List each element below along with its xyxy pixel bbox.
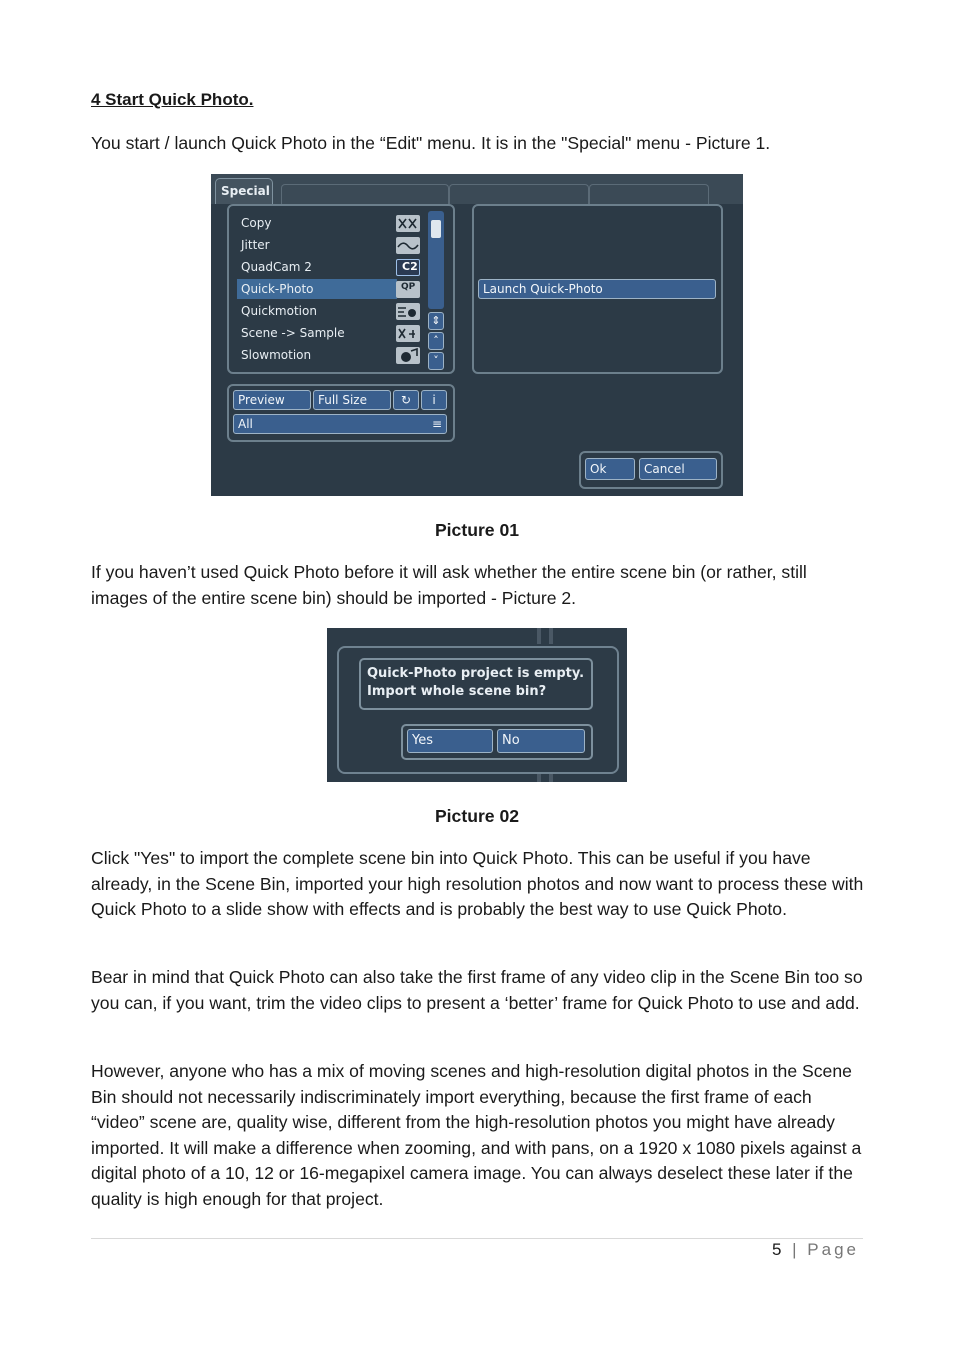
- list-item-selected[interactable]: Quick-Photo: [237, 279, 397, 299]
- page-label: Page: [807, 1240, 859, 1259]
- page-number: 5: [771, 1240, 785, 1259]
- pre-picture-2-paragraph: If you haven’t used Quick Photo before it will ask whether the entire scene bin (or rather, still images of the entire scene bin) should be imported - Picture 2.: [91, 562, 807, 608]
- background-stripe: [549, 774, 553, 782]
- quadcam-effect-icon: C2: [396, 259, 420, 276]
- yes-button[interactable]: Yes: [407, 729, 493, 753]
- tab-special[interactable]: Special: [215, 178, 273, 204]
- tab-ghost[interactable]: [281, 184, 449, 204]
- copy-effect-icon: [396, 215, 420, 232]
- preview-button[interactable]: Preview: [233, 390, 311, 410]
- ok-button[interactable]: Ok: [585, 458, 635, 480]
- menu-lines-icon: ≡: [431, 417, 442, 431]
- quickmotion-effect-icon: [396, 303, 420, 320]
- page-footer: [772, 1240, 859, 1260]
- refresh-icon[interactable]: ↻: [393, 390, 419, 410]
- dialog-message-line: Quick-Photo project is empty.: [367, 666, 585, 681]
- tab-ghost[interactable]: [449, 184, 589, 204]
- background-stripe: [549, 628, 553, 644]
- body-paragraph: Click "Yes" to import the complete scene bin into Quick Photo. This can be useful if you have already, in the Scene Bin, imported your high resolution photos and now want to process these with Quick Photo to a slide show with effects and is probably the best way to use Quick Photo.: [91, 848, 864, 920]
- full-size-button[interactable]: Full Size: [313, 390, 391, 410]
- scrollbar-thumb[interactable]: [431, 220, 441, 238]
- picture-01-screenshot: [211, 174, 743, 496]
- body-paragraph: Bear in mind that Quick Photo can also take the first frame of any video clip in the Scene Bin too so you can, if you want, trim the video clips to present a ‘better’ frame for Quick Photo to use and add.: [91, 967, 863, 1013]
- scroll-down-icon[interactable]: ˅: [428, 352, 444, 370]
- info-button[interactable]: i: [421, 390, 447, 410]
- page-separator: |: [792, 1240, 800, 1259]
- dialog-message-line: Import whole scene bin?: [367, 684, 547, 699]
- cancel-button[interactable]: Cancel: [639, 458, 717, 480]
- scroll-up-icon[interactable]: ˄: [428, 332, 444, 350]
- preview-controls-panel: [227, 384, 455, 442]
- footer-rule: [91, 1238, 863, 1239]
- scene-sample-effect-icon: [396, 325, 420, 342]
- quick-photo-effect-icon: QP: [396, 281, 420, 298]
- effect-list-panel: [227, 204, 455, 374]
- list-item[interactable]: Quickmotion: [241, 304, 317, 318]
- list-item[interactable]: Copy: [241, 216, 272, 230]
- launch-quick-photo-button[interactable]: Launch Quick-Photo: [478, 279, 716, 299]
- jitter-effect-icon: [396, 237, 420, 254]
- filter-value: All: [238, 417, 253, 431]
- no-button[interactable]: No: [497, 729, 585, 753]
- intro-paragraph: You start / launch Quick Photo in the “Edit" menu. It is in the "Special" menu - Picture 1.: [91, 133, 771, 153]
- dialog-buttons-panel: [579, 451, 723, 489]
- list-item[interactable]: Jitter: [241, 238, 270, 252]
- picture-02-caption: Picture 02: [434, 806, 520, 826]
- background-stripe: [537, 774, 541, 782]
- list-item[interactable]: QuadCam 2: [241, 260, 312, 274]
- scroll-updown-icon[interactable]: ⇕: [428, 312, 444, 330]
- list-item[interactable]: Scene -> Sample: [241, 326, 345, 340]
- section-heading: 4 Start Quick Photo.: [91, 90, 254, 109]
- filter-dropdown[interactable]: [233, 414, 447, 434]
- list-item[interactable]: Slowmotion: [241, 348, 312, 362]
- slowmotion-effect-icon: [396, 347, 420, 364]
- tab-ghost[interactable]: [589, 184, 709, 204]
- picture-02-screenshot: [327, 628, 627, 782]
- background-stripe: [537, 628, 541, 644]
- picture-01-caption: Picture 01: [434, 520, 520, 540]
- effect-settings-panel: [472, 204, 723, 374]
- body-paragraph: However, anyone who has a mix of moving scenes and high-resolution digital photos in the Scene Bin should not necessarily indiscriminately import everything, because the first frame of each “video” scene are, quality wise, different from the high-resolution photos you might have already imported. It will make a difference when zooming, and with pans, on a 1920 x 1080 pixels against a digital photo of a 10, 12 or 16-megapixel camera image. You can always deselect these later if the quality is high enough for that project.: [91, 1061, 862, 1209]
